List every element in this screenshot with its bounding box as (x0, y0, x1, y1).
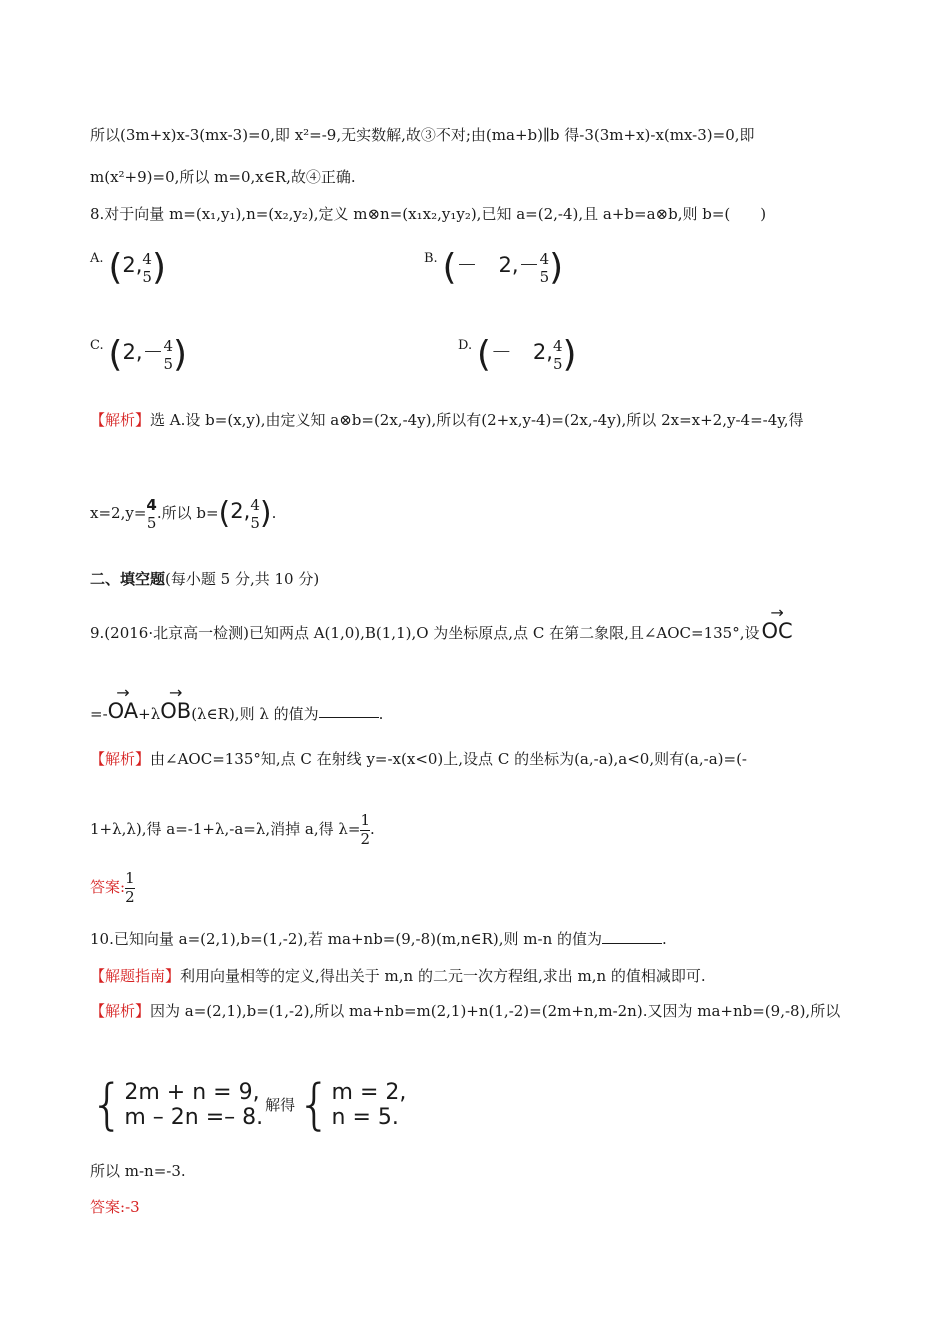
option-a[interactable]: A. (2, 4 5 ) (90, 247, 166, 288)
question-8-stem: 8.对于向量 m=(x₁,y₁),n=(x₂,y₂),定义 m⊗n=(x₁x₂,y₁y₂),已知 a=(2,-4),且 a+b=a⊗b,则 b=( ) (90, 205, 767, 223)
vector-oc: → OC (761, 603, 793, 643)
q8-result: x=2,y= 4 5 .所以 b=(2, 4 5 ). (90, 495, 277, 532)
answer-blank[interactable] (602, 943, 662, 944)
option-d[interactable]: D. (－ 2, 4 5 ) (458, 334, 577, 375)
brace: { (297, 1073, 332, 1136)
equation-system: 2m + n = 9, m – 2n =– 8. (124, 1080, 264, 1130)
fraction: $\frac{1}{2}$ (360, 811, 370, 848)
vector-oa: → OA (107, 683, 139, 723)
fraction: 4 5 (552, 336, 563, 373)
answer-tag: 答案: (90, 878, 126, 896)
analysis-tag: 【解析】 (90, 750, 151, 768)
brace: { (90, 1073, 125, 1136)
option-b[interactable]: B. (－ 2,－ 4 5 ) (424, 247, 564, 288)
guide-tag: 【解题指南】 (90, 967, 181, 985)
q10-result: 所以 m-n=-3. (90, 1162, 186, 1180)
analysis-tag: 【解析】 (90, 1002, 151, 1020)
q9-answer (90, 870, 135, 906)
text-line: 所以(3m+x)x-3(mx-3)=0,即 x²=-9,无实数解,故③不对;由(ma+b)∥b 得-3(3m+x)-x(mx-3)=0,即 (90, 126, 755, 144)
question-9-stem: 9.(2016·北京高一检测)已知两点 A(1,0),B(1,1),O 为坐标原点,点 C 在第二象限,且∠AOC=135°,设 → OC (90, 603, 793, 643)
answer-tag: 答案: (90, 1198, 126, 1216)
vector-ob: → OB (160, 683, 192, 723)
solution-system: m = 2, n = 5. (331, 1080, 407, 1130)
fraction: 4 5 (250, 495, 260, 532)
option-label: B. (424, 251, 438, 266)
option-c[interactable]: C. (2,－ 4 5 ) (90, 334, 188, 375)
answer-blank[interactable] (319, 717, 379, 718)
q10-equations: { 2m + n = 9, m – 2n =– 8. 解得{ m = 2, n = 5. (90, 1073, 407, 1136)
q8-analysis: 【解析】选 A.设 b=(x,y),由定义知 a⊗b=(2x,-4y),所以有(2+x,y-4)=(2x,-4y),所以 2x=x+2,y-4=-4y,得 (90, 411, 804, 429)
option-label: A. (90, 251, 104, 266)
fraction: 4 5 (163, 336, 174, 373)
q10-guide: 【解题指南】利用向量相等的定义,得出关于 m,n 的二元一次方程组,求出 m,n 的值相减即可. (90, 967, 706, 985)
section-title: 二、填空题(每小题 5 分,共 10 分) (90, 570, 320, 588)
option-label: D. (458, 338, 473, 353)
q9-line3: 1+λ,λ),得 a=-1+λ,-a=λ,消掉 a,得 λ= $\frac{1}{2}$ . (90, 811, 375, 848)
option-label: C. (90, 338, 104, 353)
fraction: $\frac{1}{2}$ (125, 869, 135, 906)
analysis-tag: 【解析】 (90, 411, 151, 429)
question-9-line2: =- → OA+λ → OB(λ∈R),则 λ 的值为 . (90, 683, 384, 723)
q10-answer: 答案:-3 (90, 1198, 140, 1216)
q10-analysis: 【解析】因为 a=(2,1),b=(1,-2),所以 ma+nb=m(2,1)+n(1,-2)=(2m+n,m-2n).又因为 ma+nb=(9,-8),所以 (90, 1002, 841, 1020)
fraction: 4 5 (142, 249, 152, 286)
fraction: 4 5 (539, 249, 550, 286)
q9-analysis: 【解析】由∠AOC=135°知,点 C 在射线 y=-x(x<0)上,设点 C 的坐标为(a,-a),a<0,则有(a,-a)=(- (90, 750, 747, 768)
question-10-stem: 10.已知向量 a=(2,1),b=(1,-2),若 ma+nb=(9,-8)(m,n∈R),则 m-n 的值为 . (90, 930, 667, 948)
text-line: m(x²+9)=0,所以 m=0,x∈R,故④正确. (90, 168, 356, 186)
fraction: 4 5 (146, 495, 157, 532)
